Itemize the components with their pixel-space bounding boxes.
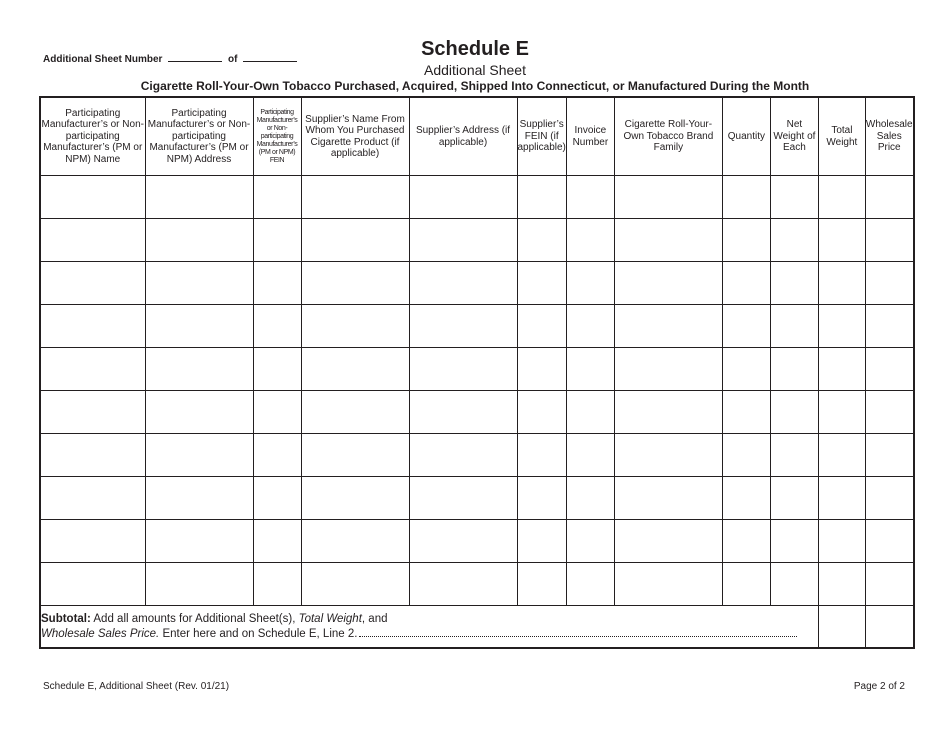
entry-cell[interactable] — [770, 520, 818, 563]
entry-cell[interactable] — [253, 219, 301, 262]
col-brand-family: Cigarette Roll-Your-Own Tobacco Brand Family — [614, 97, 722, 176]
subtotal-text-c: Enter here and on Schedule E, Line 2. — [162, 628, 358, 640]
entry-cell[interactable] — [614, 262, 722, 305]
col-supplier-address: Supplier’s Address (if applicable) — [409, 97, 517, 176]
entry-cell[interactable] — [517, 219, 566, 262]
entry-cell[interactable] — [614, 219, 722, 262]
entry-cell[interactable] — [145, 563, 253, 606]
entry-cell[interactable] — [865, 391, 913, 434]
entry-cell[interactable] — [566, 477, 614, 520]
entry-cell[interactable] — [145, 305, 253, 348]
entry-cell[interactable] — [301, 520, 409, 563]
col-quantity: Quantity — [722, 97, 770, 176]
entry-cell[interactable] — [409, 477, 517, 520]
entry-cell[interactable] — [770, 563, 818, 606]
schedule-heading: Cigarette Roll-Your-Own Tobacco Purchased, Acquired, Shipped Into Connecticut, or Manufactured During the Month — [140, 79, 810, 93]
entry-cell[interactable] — [517, 348, 566, 391]
entry-cell[interactable] — [145, 219, 253, 262]
entry-cell[interactable] — [566, 563, 614, 606]
col-pm-fein: Participating Manufacturer’s or Non-participating Manufacturer’s (PM or NPM) FEIN — [253, 97, 301, 176]
entry-cell[interactable] — [40, 563, 145, 606]
entry-cell[interactable] — [517, 477, 566, 520]
entry-cell[interactable] — [145, 348, 253, 391]
entry-cell[interactable] — [818, 305, 865, 348]
entry-cell[interactable] — [770, 262, 818, 305]
entry-cell[interactable] — [614, 563, 722, 606]
entry-cell[interactable] — [145, 520, 253, 563]
subtotal-instructions — [40, 606, 818, 649]
entry-cell[interactable] — [301, 262, 409, 305]
entry-cell[interactable] — [614, 305, 722, 348]
entry-cell[interactable] — [40, 176, 145, 219]
entry-cell[interactable] — [614, 391, 722, 434]
entry-cell[interactable] — [770, 477, 818, 520]
entry-cell[interactable] — [566, 176, 614, 219]
entry-cell[interactable] — [566, 219, 614, 262]
entry-cell[interactable] — [253, 434, 301, 477]
entry-cell[interactable] — [818, 348, 865, 391]
sheet-number-label: Additional Sheet Number — [43, 54, 163, 65]
entry-cell[interactable] — [722, 176, 770, 219]
entry-cell[interactable] — [301, 563, 409, 606]
entry-cell[interactable] — [722, 563, 770, 606]
entry-cell[interactable] — [145, 434, 253, 477]
entry-cell[interactable] — [770, 176, 818, 219]
table-row — [40, 305, 914, 348]
entry-cell[interactable] — [301, 348, 409, 391]
entry-cell[interactable] — [770, 434, 818, 477]
schedule-table — [39, 96, 915, 649]
subtotal-row — [40, 606, 914, 649]
table-row — [40, 348, 914, 391]
entry-cell[interactable] — [409, 391, 517, 434]
subtotal-wholesale: Wholesale Sales Price. — [41, 628, 160, 640]
entry-cell[interactable] — [40, 262, 145, 305]
subtotal-text-a: Add all amounts for Additional Sheet(s), — [93, 613, 296, 625]
entry-cell[interactable] — [865, 434, 913, 477]
entry-cell[interactable] — [818, 520, 865, 563]
entry-cell[interactable] — [566, 348, 614, 391]
entry-cell[interactable] — [865, 520, 913, 563]
entry-cell[interactable] — [517, 434, 566, 477]
page-title: Schedule E — [421, 38, 529, 60]
entry-cell[interactable] — [818, 563, 865, 606]
entry-cell[interactable] — [722, 219, 770, 262]
entry-cell[interactable] — [301, 176, 409, 219]
entry-cell[interactable] — [253, 176, 301, 219]
table-row — [40, 434, 914, 477]
entry-cell[interactable] — [253, 305, 301, 348]
entry-cell[interactable] — [40, 434, 145, 477]
entry-cell[interactable] — [40, 348, 145, 391]
entry-cell[interactable] — [865, 477, 913, 520]
col-supplier-name: Supplier’s Name From Whom You Purchased Cigarette Product (if applicable) — [301, 97, 409, 176]
entry-cell[interactable] — [40, 391, 145, 434]
form-revision: Schedule E, Additional Sheet (Rev. 01/21) — [43, 681, 230, 692]
entry-cell[interactable] — [722, 348, 770, 391]
entry-cell[interactable] — [517, 520, 566, 563]
entry-cell[interactable] — [253, 391, 301, 434]
entry-cell[interactable] — [566, 520, 614, 563]
entry-cell[interactable] — [566, 391, 614, 434]
entry-cell[interactable] — [614, 348, 722, 391]
table-row — [40, 563, 914, 606]
entry-cell[interactable] — [301, 391, 409, 434]
entry-cell[interactable] — [301, 477, 409, 520]
entry-cell[interactable] — [40, 477, 145, 520]
entry-cell[interactable] — [409, 305, 517, 348]
entry-cell[interactable] — [517, 391, 566, 434]
entry-cell[interactable] — [865, 176, 913, 219]
entry-cell[interactable] — [818, 219, 865, 262]
entry-cell[interactable] — [865, 348, 913, 391]
entry-cell[interactable] — [770, 305, 818, 348]
entry-cell[interactable] — [253, 348, 301, 391]
entry-cell[interactable] — [409, 520, 517, 563]
entry-cell[interactable] — [865, 219, 913, 262]
subtotal-total-weight-cell[interactable] — [818, 606, 865, 649]
entry-cell[interactable] — [301, 434, 409, 477]
entry-cell[interactable] — [517, 563, 566, 606]
entry-cell[interactable] — [818, 434, 865, 477]
entry-cell[interactable] — [409, 262, 517, 305]
entry-cell[interactable] — [614, 176, 722, 219]
entry-cell[interactable] — [40, 520, 145, 563]
entry-cell[interactable] — [40, 219, 145, 262]
entry-cell[interactable] — [301, 219, 409, 262]
entry-cell[interactable] — [722, 391, 770, 434]
col-net-weight: Net Weight of Each — [770, 97, 818, 176]
col-pm-address: Participating Manufacturer’s or Non-participating Manufacturer’s (PM or NPM) Address — [145, 97, 253, 176]
entry-cell[interactable] — [722, 520, 770, 563]
table-row — [40, 262, 914, 305]
subtotal-total-weight: Total Weight — [298, 613, 362, 625]
entry-cell[interactable] — [145, 391, 253, 434]
entry-cell[interactable] — [301, 305, 409, 348]
entry-cell[interactable] — [409, 563, 517, 606]
entry-cell[interactable] — [517, 305, 566, 348]
entry-cell[interactable] — [614, 434, 722, 477]
entry-cell[interactable] — [517, 262, 566, 305]
entry-cell[interactable] — [409, 176, 517, 219]
subtotal-label: Subtotal: — [41, 613, 91, 625]
entry-cell[interactable] — [566, 305, 614, 348]
page-number: Page 2 of 2 — [853, 681, 905, 692]
col-pm-name: Participating Manufacturer’s or Non-participating Manufacturer’s (PM or NPM) Name — [40, 97, 145, 176]
entry-cell[interactable] — [409, 219, 517, 262]
of-label: of — [228, 54, 238, 65]
entry-cell[interactable] — [253, 520, 301, 563]
entry-cell[interactable] — [818, 391, 865, 434]
entry-cell[interactable] — [566, 262, 614, 305]
table-row — [40, 219, 914, 262]
entry-cell[interactable] — [40, 305, 145, 348]
entry-cell[interactable] — [253, 262, 301, 305]
entry-cell[interactable] — [770, 391, 818, 434]
entry-cell[interactable] — [253, 563, 301, 606]
entry-cell[interactable] — [722, 434, 770, 477]
entry-cell[interactable] — [145, 477, 253, 520]
entry-cell[interactable] — [818, 262, 865, 305]
entry-cell[interactable] — [517, 176, 566, 219]
col-invoice-number: Invoice Number — [566, 97, 614, 176]
entry-cell[interactable] — [722, 477, 770, 520]
entry-cell[interactable] — [614, 520, 722, 563]
col-supplier-fein: Supplier’s FEIN (if applicable) — [517, 97, 566, 176]
entry-cell[interactable] — [865, 563, 913, 606]
entry-cell[interactable] — [865, 305, 913, 348]
entry-cell[interactable] — [722, 262, 770, 305]
table-row — [40, 391, 914, 434]
entry-cell[interactable] — [770, 219, 818, 262]
entry-cell[interactable] — [409, 434, 517, 477]
entry-cell[interactable] — [818, 477, 865, 520]
entry-cell[interactable] — [614, 477, 722, 520]
entry-cell[interactable] — [566, 434, 614, 477]
table-header-row — [40, 97, 914, 176]
entry-cell[interactable] — [722, 305, 770, 348]
col-wholesale-price: Wholesale Sales Price — [865, 97, 913, 176]
entry-cell[interactable] — [409, 348, 517, 391]
table-row — [40, 176, 914, 219]
table-row — [40, 520, 914, 563]
leader-dots — [359, 626, 797, 637]
entry-cell[interactable] — [818, 176, 865, 219]
table-row — [40, 477, 914, 520]
subtotal-text-b: , and — [361, 613, 388, 625]
page-subtitle: Additional Sheet — [424, 62, 526, 78]
col-total-weight: Total Weight — [818, 97, 865, 176]
entry-cell[interactable] — [145, 176, 253, 219]
subtotal-wholesale-price-cell[interactable] — [865, 606, 913, 649]
entry-cell[interactable] — [145, 262, 253, 305]
entry-cell[interactable] — [865, 262, 913, 305]
entry-cell[interactable] — [253, 477, 301, 520]
entry-cell[interactable] — [770, 348, 818, 391]
